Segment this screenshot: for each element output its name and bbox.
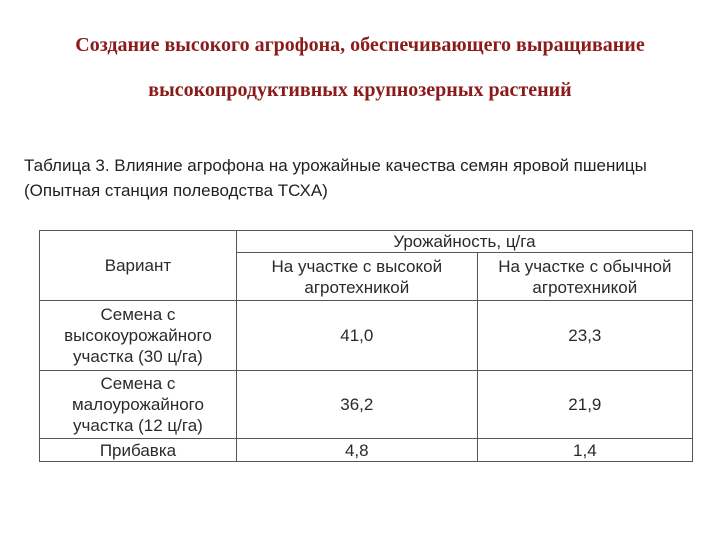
row-high-value: 36,2 xyxy=(236,371,477,439)
row-variant-cell: Семена с малоурожайного участка (12 ц/га) xyxy=(40,371,237,439)
row-normal-value: 21,9 xyxy=(477,371,692,439)
row-normal-value: 1,4 xyxy=(477,439,692,462)
yield-table xyxy=(39,230,693,462)
slide-title-line-2: высокопродуктивных крупнозерных растений xyxy=(148,79,572,101)
table-row xyxy=(40,371,693,439)
header-high-agrotech: На участке с высокой агротехникой xyxy=(236,253,477,301)
header-yield: Урожайность, ц/га xyxy=(236,231,692,253)
table-caption-line-2: (Опытная станция полеводства ТСХА) xyxy=(24,181,328,200)
row-high-value: 41,0 xyxy=(236,301,477,371)
row-high-value: 4,8 xyxy=(236,439,477,462)
table-row xyxy=(40,439,693,462)
table-row xyxy=(40,301,693,371)
row-normal-value: 23,3 xyxy=(477,301,692,371)
table-caption-line-1: Таблица 3. Влияние агрофона на урожайные качества семян яровой пшеницы xyxy=(24,156,647,175)
row-variant-cell: Прибавка xyxy=(40,439,237,462)
slide-title-line-1: Создание высокого агрофона, обеспечивающего выращивание xyxy=(75,34,645,56)
header-variant: Вариант xyxy=(40,231,237,301)
row-variant-cell: Семена с высокоурожайного участка (30 ц/га) xyxy=(40,301,237,371)
header-normal-agrotech: На участке с обычной агротехникой xyxy=(477,253,692,301)
